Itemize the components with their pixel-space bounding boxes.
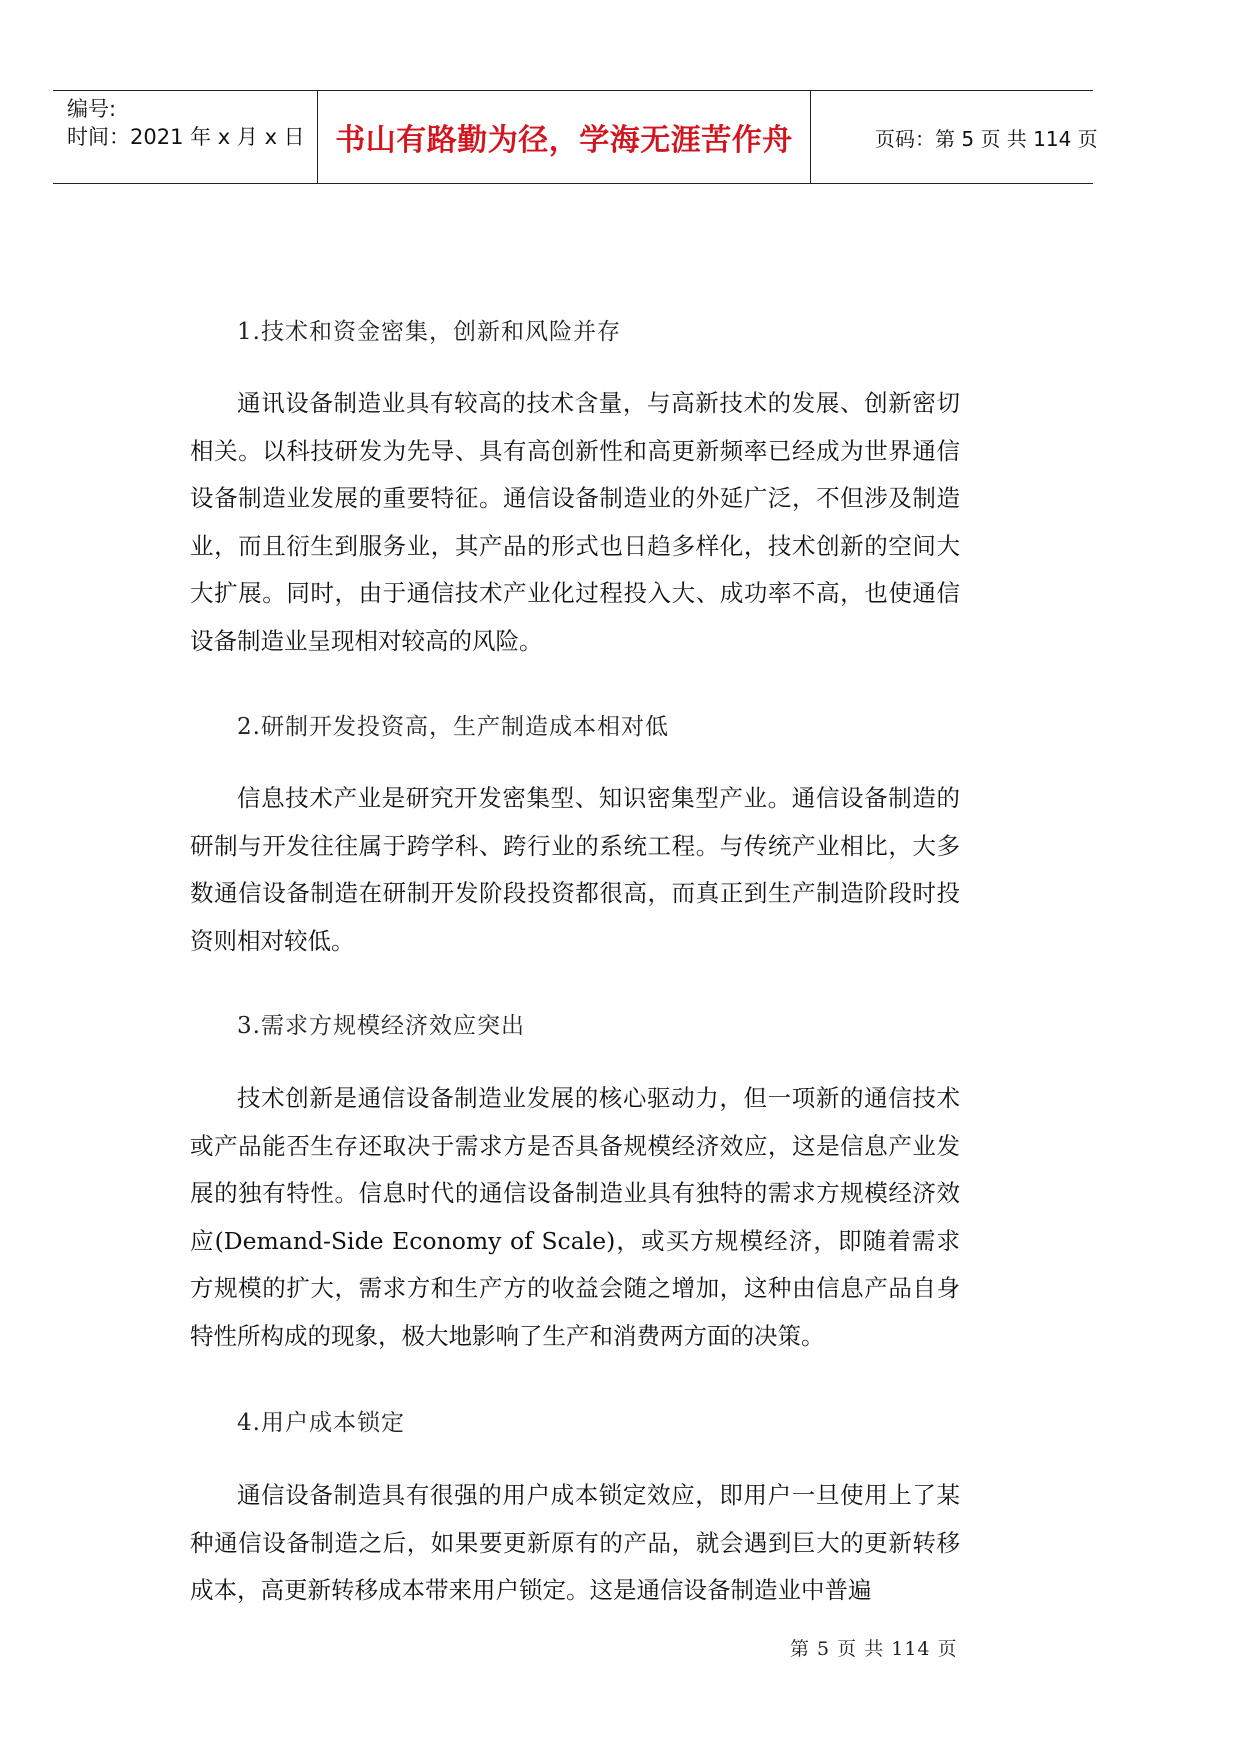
- section-heading-1: 1.技术和资金密集，创新和风险并存: [237, 319, 621, 345]
- motto-text: 书山有路勤为径，学海无涯苦作舟: [335, 123, 793, 158]
- section-heading-2: 2.研制开发投资高，生产制造成本相对低: [237, 714, 669, 740]
- serial-label: 编号:: [67, 97, 117, 121]
- header-page-info: 页码：第 5 页 共 114 页: [875, 126, 1098, 151]
- section-heading-4: 4.用户成本锁定: [237, 1410, 405, 1436]
- section-body-1: 通讯设备制造业具有较高的技术含量，与高新技术的发展、创新密切相关。以科技研发为先导、具有高创新性和高更新频率已经成为世界通信设备制造业发展的重要特征。通信设备制造业的外延广泛，不但涉及制造业，而且衍生到服务业，其产品的形式也日趋多样化，技术创新的空间大大扩展。同时，由于通信技术产业化过程投入大、成功率不高，也使通信设备制造业呈现相对较高的风险。: [190, 389, 960, 655]
- page-footer: 第 5 页 共 114 页: [790, 1638, 958, 1660]
- section-body-3: 技术创新是通信设备制造业发展的核心驱动力，但一项新的通信技术或产品能否生存还取决于需求方是否具备规模经济效应，这是信息产业发展的独有特性。信息时代的通信设备制造业具有独特的需求方规模经济效应(Demand-Side Economy of Scale)，或买方规模经济，即随着需求方规模的扩大，需求方和生产方的收益会随之增加，这种由信息产品自身特性所构成的现象，极大地影响了生产和消费两方面的决策。: [190, 1084, 960, 1350]
- header-left-cell: [53, 91, 318, 183]
- date-label: 时间：2021 年 x 月 x 日: [67, 125, 305, 149]
- header-page-cell: [811, 91, 1098, 183]
- header-motto-cell: [318, 91, 811, 183]
- document-header: [53, 90, 1098, 184]
- section-body-2: 信息技术产业是研究开发密集型、知识密集型产业。通信设备制造的研制与开发往往属于跨学科、跨行业的系统工程。与传统产业相比，大多数通信设备制造在研制开发阶段投资都很高，而真正到生产制造阶段时投资则相对较低。: [190, 784, 960, 955]
- section-body-4: 通信设备制造具有很强的用户成本锁定效应，即用户一旦使用上了某种通信设备制造之后，如果要更新原有的产品，就会遇到巨大的更新转移成本，高更新转移成本带来用户锁定。这是通信设备制造业中普遍: [190, 1481, 960, 1604]
- section-heading-3: 3.需求方规模经济效应突出: [237, 1013, 525, 1039]
